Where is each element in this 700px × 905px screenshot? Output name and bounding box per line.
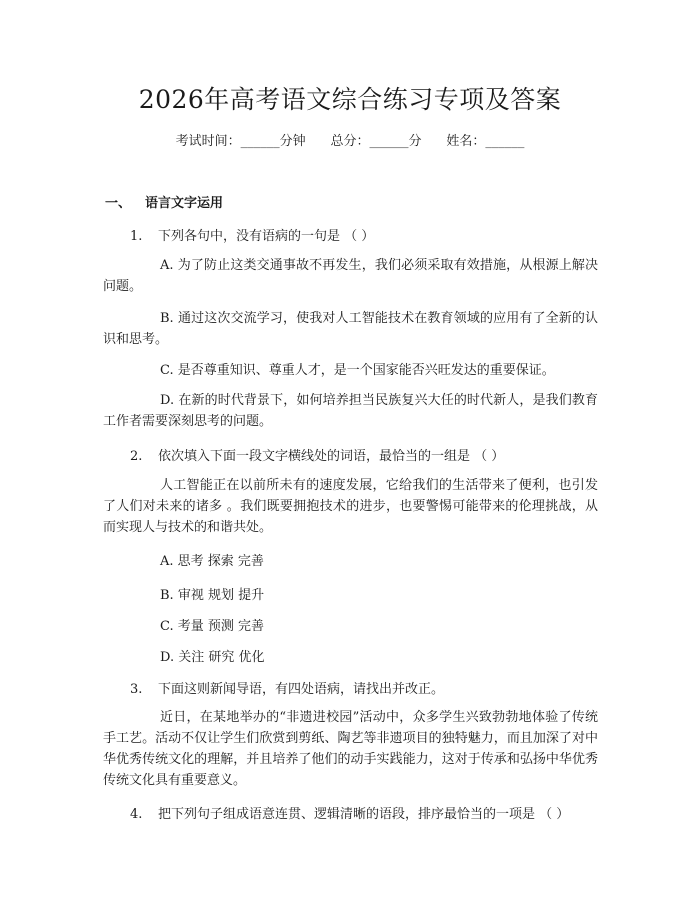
question-2-option-a: A. 思考 探索 完善	[160, 554, 264, 569]
question-text: 下列各句中，没有语病的一句是 （ ）	[158, 229, 375, 244]
question-1-option-b: B. 通过这次交流学习，使我对人工智能技术在教育领域的应用有了全新的认识和思考。	[103, 311, 598, 347]
question-text: 把下列句子组成语意连贯、逻辑清晰的语段，排序最恰当的一项是 （ ）	[158, 807, 570, 822]
question-text: 下面这则新闻导语，有四处语病，请找出并改正。	[158, 682, 445, 697]
section-heading	[105, 192, 223, 211]
question-1-option-a: A. 为了防止这类交通事故不再发生，我们必须采取有效措施，从根源上解决问题。	[103, 258, 598, 294]
question-2-option-c: C. 考量 预测 完善	[160, 619, 265, 634]
score-blank: ______	[369, 134, 409, 149]
name-blank: ______	[485, 134, 525, 149]
score-unit: 分	[408, 134, 422, 149]
section-number: 一、	[105, 196, 132, 211]
question-4-stem	[130, 803, 569, 822]
time-unit: 分钟	[279, 134, 306, 149]
time-label: 考试时间：	[175, 134, 241, 149]
question-text: 依次填入下面一段文字横线处的词语，最恰当的一组是 （ ）	[158, 449, 505, 464]
question-1-option-c: C. 是否尊重知识、尊重人才，是一个国家能否兴旺发达的重要保证。	[160, 363, 555, 378]
question-number: 4.	[130, 807, 143, 822]
question-3-passage: 近日，在某地举办的“非遗进校园”活动中，众多学生兴致勃勃地体验了传统手工艺。活动不仅让学生们欣赏到剪纸、陶艺等非遗项目的独特魅力，而且加深了对中华优秀传统文化的理解，并且培养了他们的动手实践能力，这对于传承和弘扬中华优秀传统文化具有重要意义。	[103, 710, 598, 788]
name-label: 姓名：	[446, 134, 486, 149]
question-number: 2.	[130, 449, 143, 464]
question-1-option-d: D. 在新的时代背景下，如何培养担当民族复兴大任的时代新人，是我们教育工作者需要深刻思考的问题。	[103, 393, 598, 429]
question-2-passage: 人工智能正在以前所未有的速度发展，它给我们的生活带来了便利，也引发了人们对未来的诸多 。我们既要拥抱技术的进步，也要警惕可能带来的伦理挑战，从而实现人与技术的和谐共处。	[103, 478, 598, 535]
question-number: 3.	[130, 682, 143, 697]
score-label: 总分：	[330, 134, 370, 149]
time-blank: ______	[240, 134, 280, 149]
question-2-option-d: D. 关注 研究 优化	[160, 650, 265, 665]
question-2-stem	[130, 445, 504, 464]
exam-meta	[0, 130, 700, 149]
question-2-option-b: B. 审视 规划 提升	[160, 588, 265, 603]
question-3-stem	[130, 678, 444, 697]
question-number: 1.	[130, 229, 143, 244]
section-title: 语言文字运用	[145, 196, 224, 211]
question-1-stem	[130, 225, 374, 244]
page-title: 2026年高考语文综合练习专项及答案	[138, 85, 562, 114]
